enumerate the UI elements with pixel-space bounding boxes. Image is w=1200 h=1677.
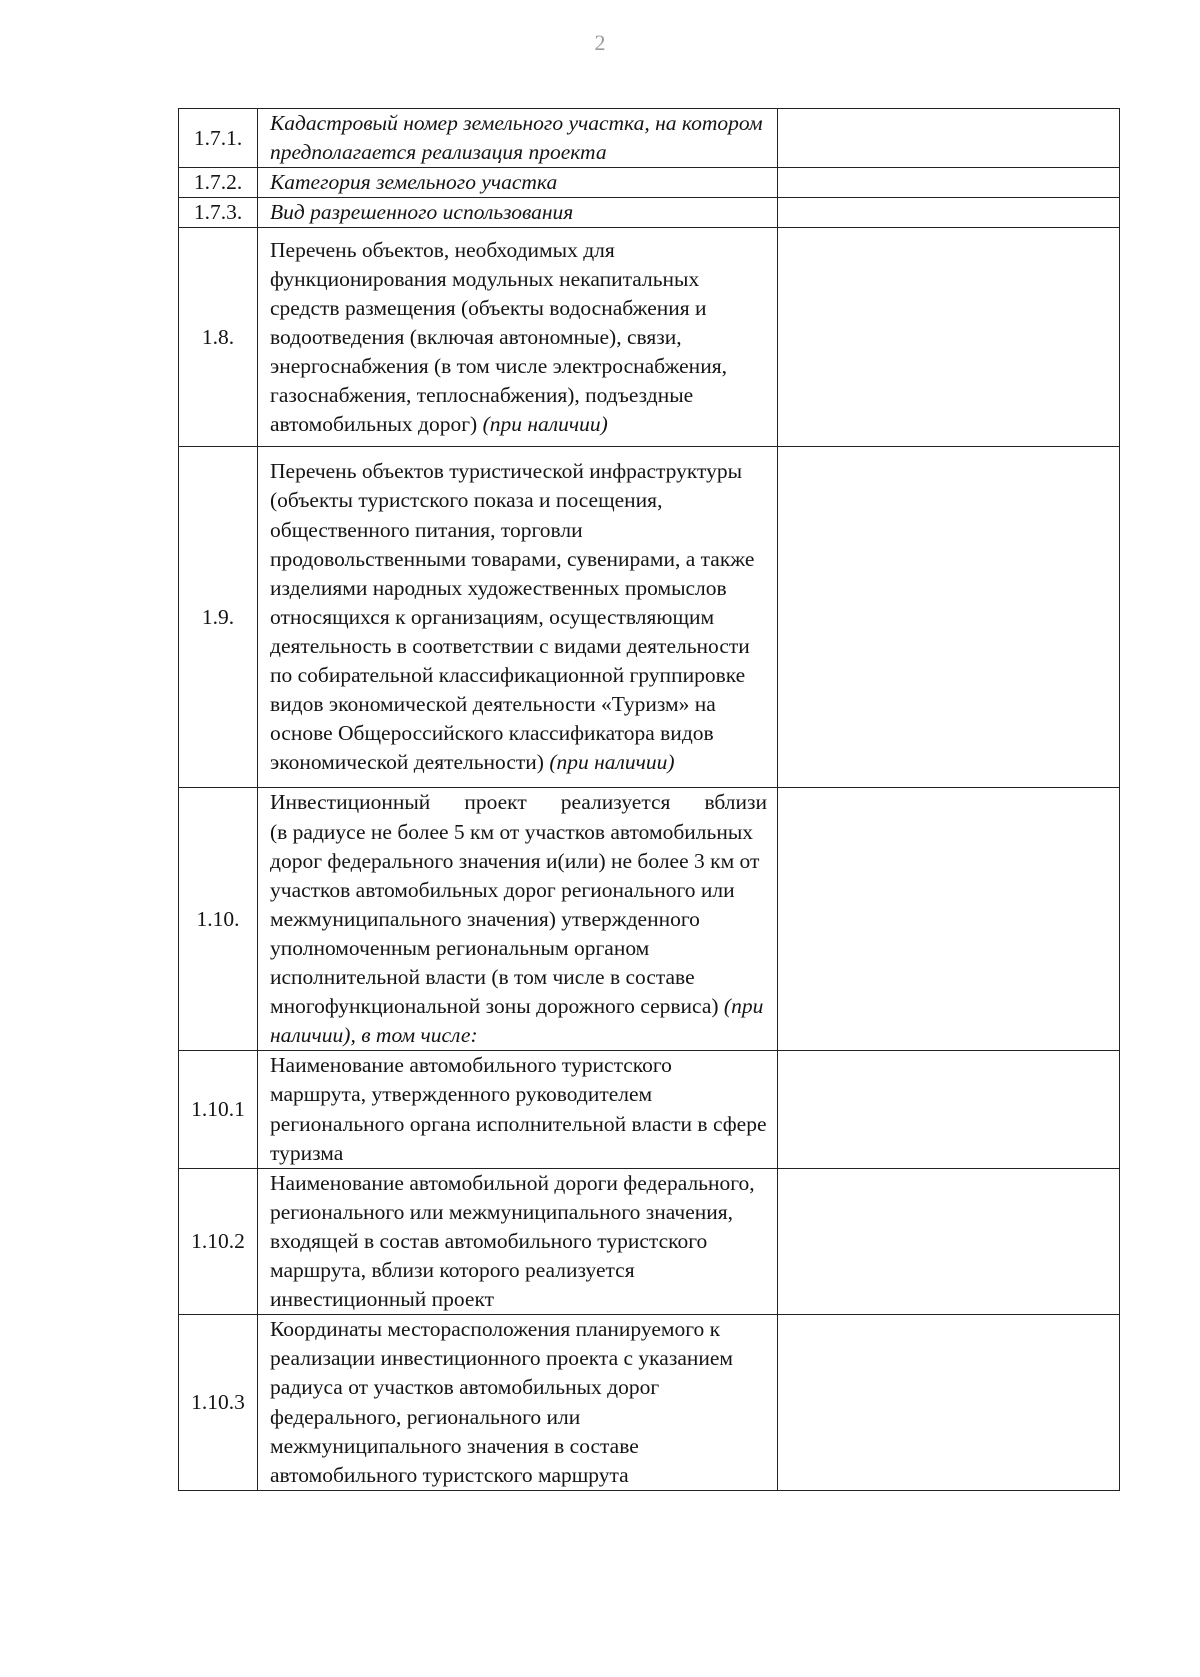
row-label (258, 1168, 778, 1314)
row-number: 1.10.1 (179, 1051, 258, 1168)
row-number: 1.8. (179, 228, 258, 447)
row-label (258, 228, 778, 447)
row-number: 1.7.2. (179, 168, 258, 198)
row-value-cell[interactable] (778, 228, 1120, 447)
row-label-text: Наименование автомобильной дороги федерального, регионального или межмуниципального значения, входящей в состав автомобильного туристского маршрута, вблизи которого реализуется инвестиционный проект (270, 1170, 755, 1312)
row-value-cell[interactable] (778, 109, 1120, 168)
row-label (258, 1051, 778, 1168)
row-number: 1.9. (179, 447, 258, 788)
table-row (179, 1315, 1120, 1491)
row-label (258, 788, 778, 1051)
row-value-cell[interactable] (778, 1051, 1120, 1168)
row-label (258, 1315, 778, 1491)
row-number: 1.10.3 (179, 1315, 258, 1491)
table-row (179, 109, 1120, 168)
row-label (258, 447, 778, 788)
row-label-italic: (при наличии), в том числе: (270, 994, 764, 1048)
row-number: 1.10. (179, 788, 258, 1051)
table-row (179, 1168, 1120, 1314)
row-value-cell[interactable] (778, 447, 1120, 788)
form-table (178, 108, 1120, 1491)
row-label-italic: Вид разрешенного использования (270, 200, 574, 225)
row-label (258, 198, 778, 228)
table-row (179, 788, 1120, 1051)
row-label-italic: Кадастровый номер земельного участка, на котором предполагается реализация проекта (270, 111, 763, 165)
row-label-text: (в радиусе не более 5 км от участков автомобильных дорог федерального значения и(или) не более 3 км от участков автомобильных дорог регионального или межмуниципального значения) утвержденного уполномоченным региональным органом исполнительной власти (в том числе в составе многофункциональной зоны дорожного сервиса) (270, 819, 760, 1019)
table-row (179, 168, 1120, 198)
table-row (179, 1051, 1120, 1168)
row-value-cell[interactable] (778, 168, 1120, 198)
row-label-text: Координаты месторасположения планируемого к реализации инвестиционного проекта с указанием радиуса от участков автомобильных дорог федерального, регионального или межмуниципального значения в составе автомобильного туристского маршрута (270, 1317, 734, 1487)
row-value-cell[interactable] (778, 1315, 1120, 1491)
page-number: 2 (594, 30, 606, 55)
word: Инвестиционный (270, 790, 431, 815)
row-label-italic: Категория земельного участка (270, 170, 558, 195)
row-label-italic: (при наличии) (482, 412, 608, 437)
table-row (179, 447, 1120, 788)
row-number: 1.7.1. (179, 109, 258, 168)
row-value-cell[interactable] (778, 198, 1120, 228)
table-row (179, 198, 1120, 228)
row-label (258, 168, 778, 198)
row-label-italic: (при наличии) (549, 750, 675, 775)
row-value-cell[interactable] (778, 1168, 1120, 1314)
word: вблизи (704, 790, 767, 815)
row-number: 1.7.3. (179, 198, 258, 228)
row-label (258, 109, 778, 168)
row-label-first-line (270, 788, 767, 817)
row-number: 1.10.2 (179, 1168, 258, 1314)
row-label-text: Перечень объектов, необходимых для функционирования модульных некапитальных средств размещения (объекты водоснабжения и водоотведения (включая автономные), связи, энергоснабжения (в том числе электроснабжения, газоснабжения, теплоснабжения), подъездные автомобильных дорог) (270, 237, 727, 437)
row-label-text: Наименование автомобильного туристского маршрута, утвержденного руководителем регионального органа исполнительной власти в сфере туризма (270, 1053, 767, 1165)
row-value-cell[interactable] (778, 788, 1120, 1051)
row-label-text: Перечень объектов туристической инфраструктуры (объекты туристского показа и посещения, общественного питания, торговли продовольственными товарами, сувенирами, а также изделиями народных художественных промыслов относящихся к организациям, осуществляющим деятельность в соответствии с видами деятельности по собирательной классификационной группировке видов экономической деятельности «Туризм» на основе Общероссийского классификатора видов экономической деятельности) (270, 459, 755, 775)
word: реализуется (560, 790, 671, 815)
table-row (179, 228, 1120, 447)
word: проект (464, 790, 527, 815)
